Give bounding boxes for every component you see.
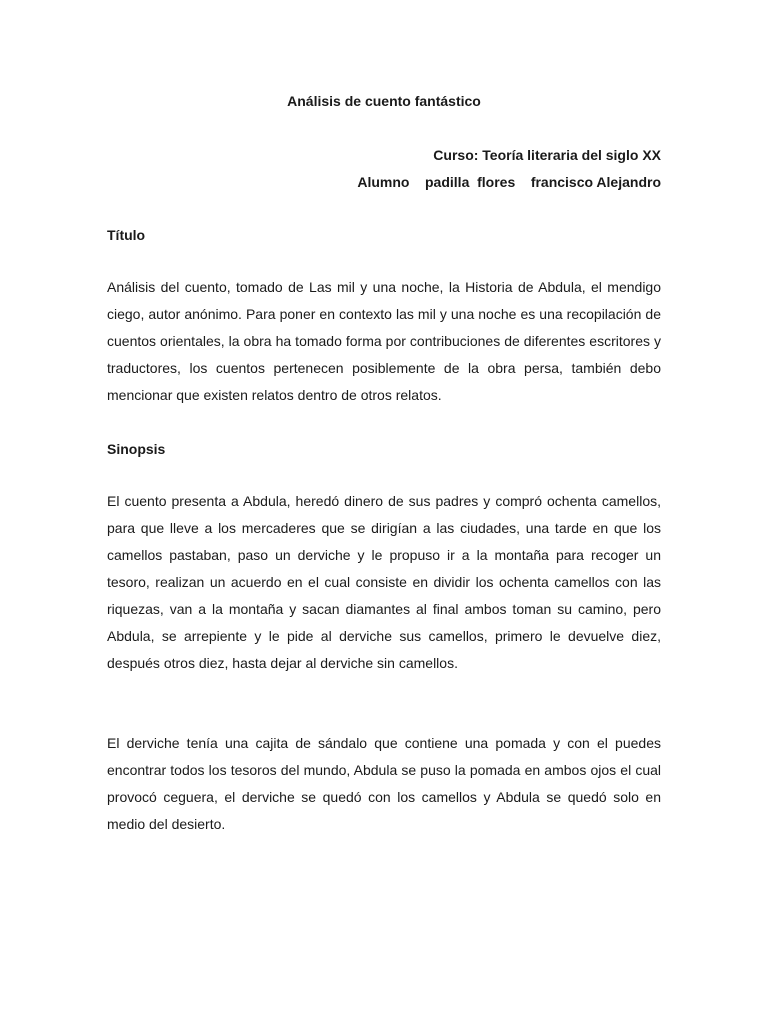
paragraph-sinopsis-1: El cuento presenta a Abdula, heredó dinero de sus padres y compró ochenta camellos, para que lleve a los mercaderes que se dirigían a las ciudades, una tarde en que los camellos pastaban, paso un derviche y le propuso ir a la montaña para recoger un tesoro, realizan un acuerdo en el cual consiste en dividir los ochenta camellos con las riquezas, van a la montaña y sacan diamantes al final ambos toman su camino, pero Abdula, se arrepiente y le pide al derviche sus camellos, primero le devuelve diez, después otros diez, hasta dejar al derviche sin camellos. — [107, 493, 661, 671]
paragraph-titulo: Análisis del cuento, tomado de Las mil y una noche, la Historia de Abdula, el mendigo ciego, autor anónimo. Para poner en contexto las mil y una noche es una recopilación de cuentos orientales, la obra ha tomado forma por contribuciones de diferentes escritores y traductores, los cuentos pertenecen posiblemente de la obra persa, también debo mencionar que existen relatos dentro de otros relatos. — [107, 279, 661, 403]
section-heading-titulo: Título — [107, 227, 146, 243]
student-line: Alumno padilla flores francisco Alejandro — [357, 174, 661, 190]
course-line: Curso: Teoría literaria del siglo XX — [433, 147, 661, 163]
section-heading-sinopsis: Sinopsis — [107, 441, 166, 457]
paragraph-sinopsis-2: El derviche tenía una cajita de sándalo que contiene una pomada y con el puedes encontrar todos los tesoros del mundo, Abdula se puso la pomada en ambos ojos el cual provocó ceguera, el derviche se quedó con los camellos y Abdula se quedó solo en medio del desierto. — [107, 735, 661, 832]
document-title: Análisis de cuento fantástico — [287, 93, 481, 109]
